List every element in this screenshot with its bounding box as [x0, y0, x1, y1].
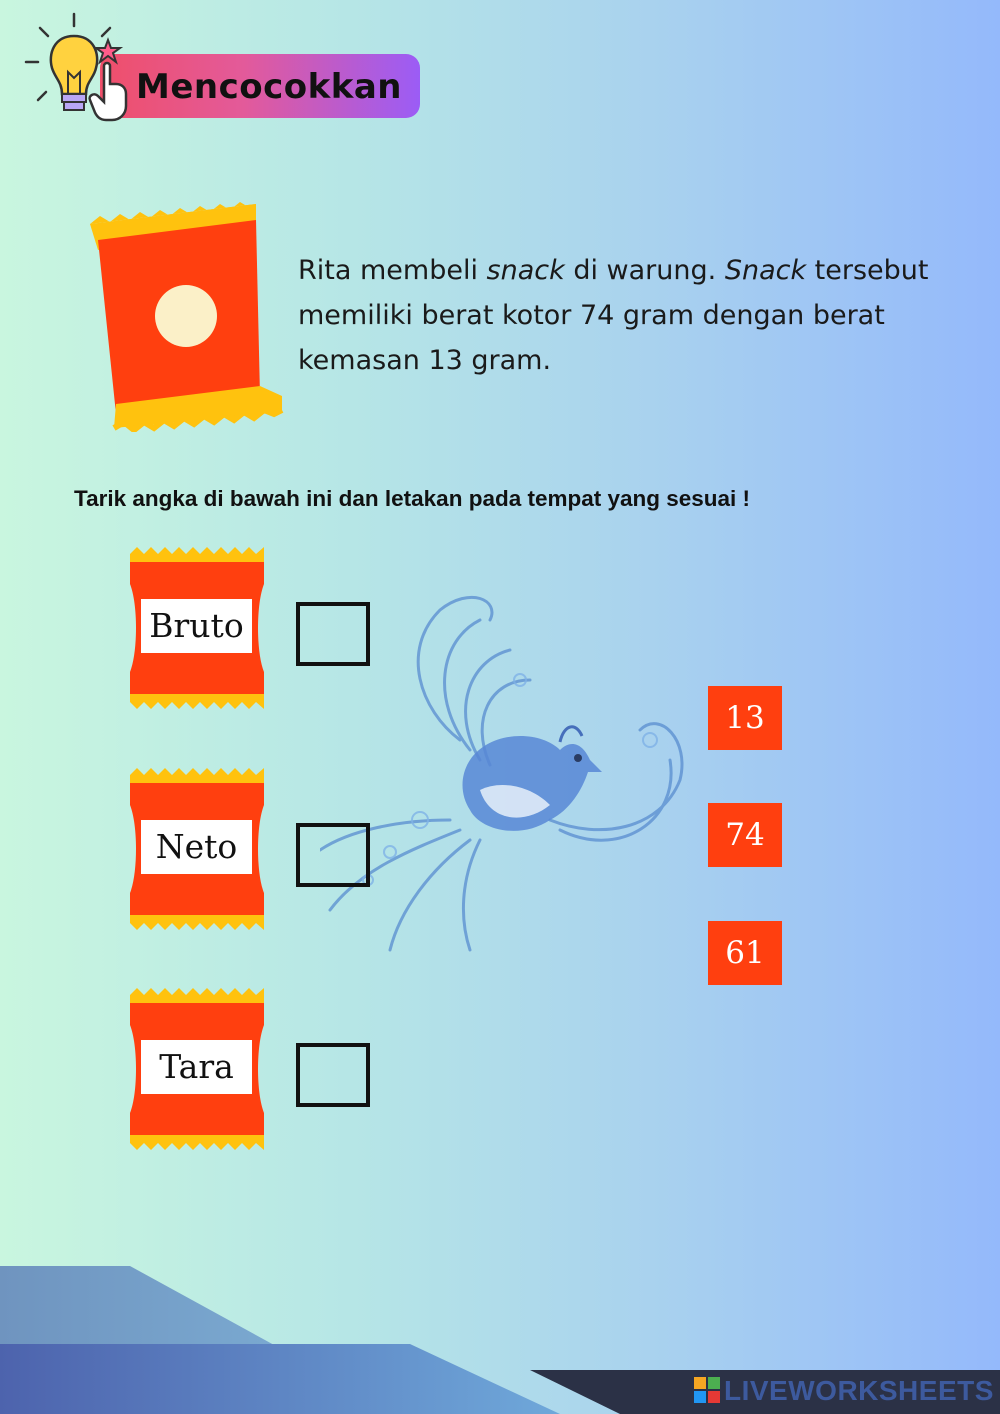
term-card-tara	[128, 985, 266, 1153]
drop-box-bruto[interactable]	[296, 602, 370, 666]
instruction-text: Tarik angka di bawah ini dan letakan pada tempat yang sesuai !	[74, 486, 751, 511]
term-card-neto	[128, 765, 266, 933]
snack-word-capital: Snack	[724, 255, 807, 286]
bird-icon	[320, 590, 710, 960]
liveworksheets-logo-icon	[694, 1377, 720, 1403]
drop-box-neto[interactable]	[296, 823, 370, 887]
drop-box-tara[interactable]	[296, 1043, 370, 1107]
number-tile-74[interactable]: 74	[708, 803, 782, 867]
snack-word: snack	[486, 255, 565, 286]
snack-bag-icon	[86, 200, 286, 432]
brand-text: LIVEWORKSHEETS	[724, 1375, 994, 1406]
header-title: Mencocokkan	[136, 67, 402, 107]
term-card-bruto	[128, 544, 266, 712]
number-tile-61[interactable]: 61	[708, 921, 782, 985]
term-label: Tara	[141, 1040, 252, 1094]
term-label: Bruto	[141, 599, 252, 653]
intro-text: Rita membeli snack di warung. Snack tersebut memiliki berat kotor 74 gram dengan berat kemasan 13 gram.	[298, 255, 929, 376]
term-label: Neto	[141, 820, 252, 874]
number-tile-13[interactable]: 13	[708, 686, 782, 750]
lightbulb-pointer-icon	[22, 6, 142, 122]
